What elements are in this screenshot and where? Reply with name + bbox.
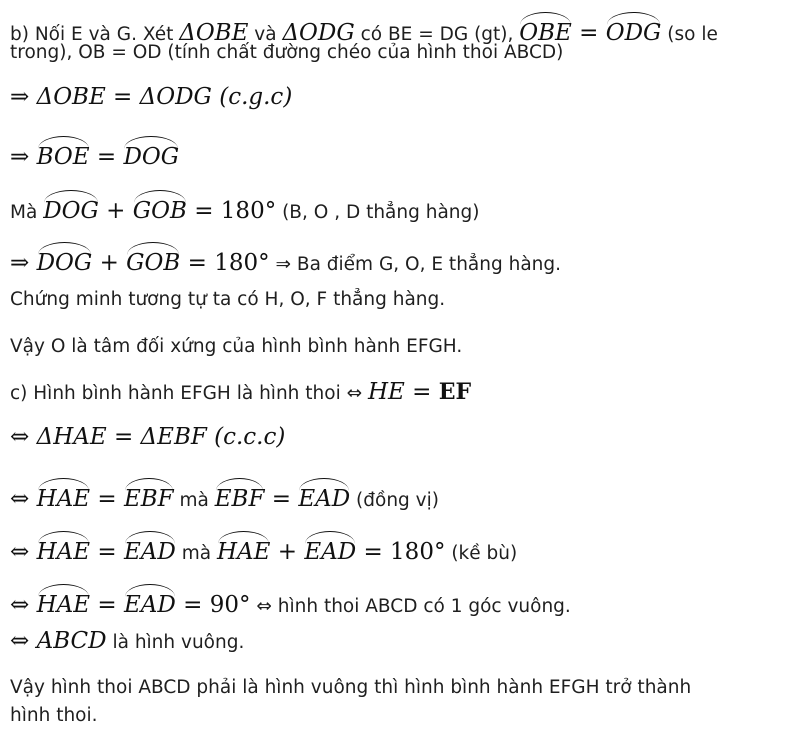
text: Vậy hình thoi ABCD phải là hình vuông thì hình bình hành EFGH trở thành (10, 677, 692, 698)
angle-ead: EAD (298, 476, 350, 512)
angle-hae: HAE (37, 529, 90, 565)
text: là hình vuông. (106, 632, 245, 653)
line-supplementary (10, 529, 517, 567)
line-collinear-geo (10, 240, 561, 278)
line-conclusion-b (10, 334, 462, 360)
math-triangle-odg: ΔODG (282, 20, 355, 46)
angle-dog: DOG (37, 240, 93, 276)
iff-symbol: ⇔ (10, 539, 37, 565)
iff-symbol: ⇔ (10, 486, 37, 512)
math-equals: = (571, 20, 606, 46)
angle-ead: EAD (124, 582, 176, 618)
math-equals: = (90, 592, 124, 618)
text: Chứng minh tương tự ta có H, O, F thẳng hàng. (10, 289, 446, 310)
angle-dog: DOG (43, 188, 99, 224)
math-congruence: ΔHAE = ΔEBF (c.c.c) (36, 424, 286, 450)
math-value: = 90° (175, 592, 251, 618)
implies-symbol: ⇒ (10, 250, 37, 276)
angle-ead: EAD (304, 529, 356, 565)
math-equals: = (404, 379, 439, 405)
text: Vậy O là tâm đối xứng của hình bình hành EFGH. (10, 336, 463, 357)
implies-symbol: ⇒ (10, 144, 37, 170)
math-congruence: ΔOBE = ΔODG (c.g.c) (36, 84, 293, 110)
text: và (248, 24, 283, 45)
math-plus: + (98, 198, 133, 224)
line-part-c-intro (10, 379, 471, 407)
iff-symbol: ⇔ (10, 628, 37, 654)
text: (B, O , D thẳng hàng) (276, 202, 480, 223)
math-segment-ef: EF (438, 379, 472, 405)
text: hình thoi. (10, 705, 98, 726)
angle-ebf: EBF (215, 476, 265, 512)
math-triangle-obe: ΔOBE (179, 20, 249, 46)
text: (đồng vị) (350, 490, 439, 511)
text: Mà (10, 202, 44, 223)
line-straight-angle (10, 188, 480, 226)
angle-gob: GOB (126, 240, 180, 276)
math-value: = 180° (186, 198, 277, 224)
angle-ead: EAD (124, 529, 176, 565)
iff-symbol: ⇔ (10, 424, 37, 450)
angle-odg: ODG (606, 10, 662, 46)
text: trong), OB = OD (tính chất đường chéo của hình thoi ABCD) (10, 42, 564, 63)
text: ⇒ Ba điểm G, O, E thẳng hàng. (269, 254, 562, 275)
math-equals: = (264, 486, 299, 512)
line-similar-proof (10, 287, 445, 313)
angle-obe: OBE (519, 10, 572, 46)
angle-hae: HAE (217, 529, 270, 565)
math-plus: + (92, 250, 127, 276)
text: (kề bù) (445, 543, 518, 564)
line-final-conclusion (10, 675, 691, 701)
line-final-conclusion-cont (10, 703, 98, 729)
line-square (10, 628, 244, 656)
text: (so le (661, 24, 718, 45)
math-equals: = (90, 539, 124, 565)
iff-symbol: ⇔ (10, 592, 37, 618)
math-value: = 180° (356, 539, 446, 565)
math-plus: + (270, 539, 305, 565)
text: mà (173, 490, 215, 511)
line-equal-angles (10, 134, 179, 172)
angle-hae: HAE (37, 582, 90, 618)
text: b) Nối E và G. Xét (10, 24, 180, 45)
math-equals: = (89, 144, 124, 170)
math-abcd: ABCD (36, 628, 107, 654)
angle-boe: BOE (37, 134, 90, 170)
text: ⇔ hình thoi ABCD có 1 góc vuông. (250, 596, 571, 617)
line-congruence (10, 84, 292, 112)
angle-gob: GOB (133, 188, 187, 224)
implies-symbol: ⇒ (10, 84, 37, 110)
line-congruence-c (10, 424, 285, 452)
angle-dog: DOG (123, 134, 179, 170)
line-corresponding-angles (10, 476, 439, 514)
text: c) Hình bình hành EFGH là hình thoi ⇔ (10, 383, 368, 404)
math-segment-he: HE (367, 379, 405, 405)
text: mà (175, 543, 217, 564)
line-right-angle (10, 582, 571, 620)
text: có BE = DG (gt), (354, 24, 520, 45)
line-part-b-reason (10, 40, 563, 66)
angle-ebf: EBF (124, 476, 174, 512)
angle-hae: HAE (37, 476, 90, 512)
math-equals: = (90, 486, 124, 512)
math-value: = 180° (180, 250, 270, 276)
